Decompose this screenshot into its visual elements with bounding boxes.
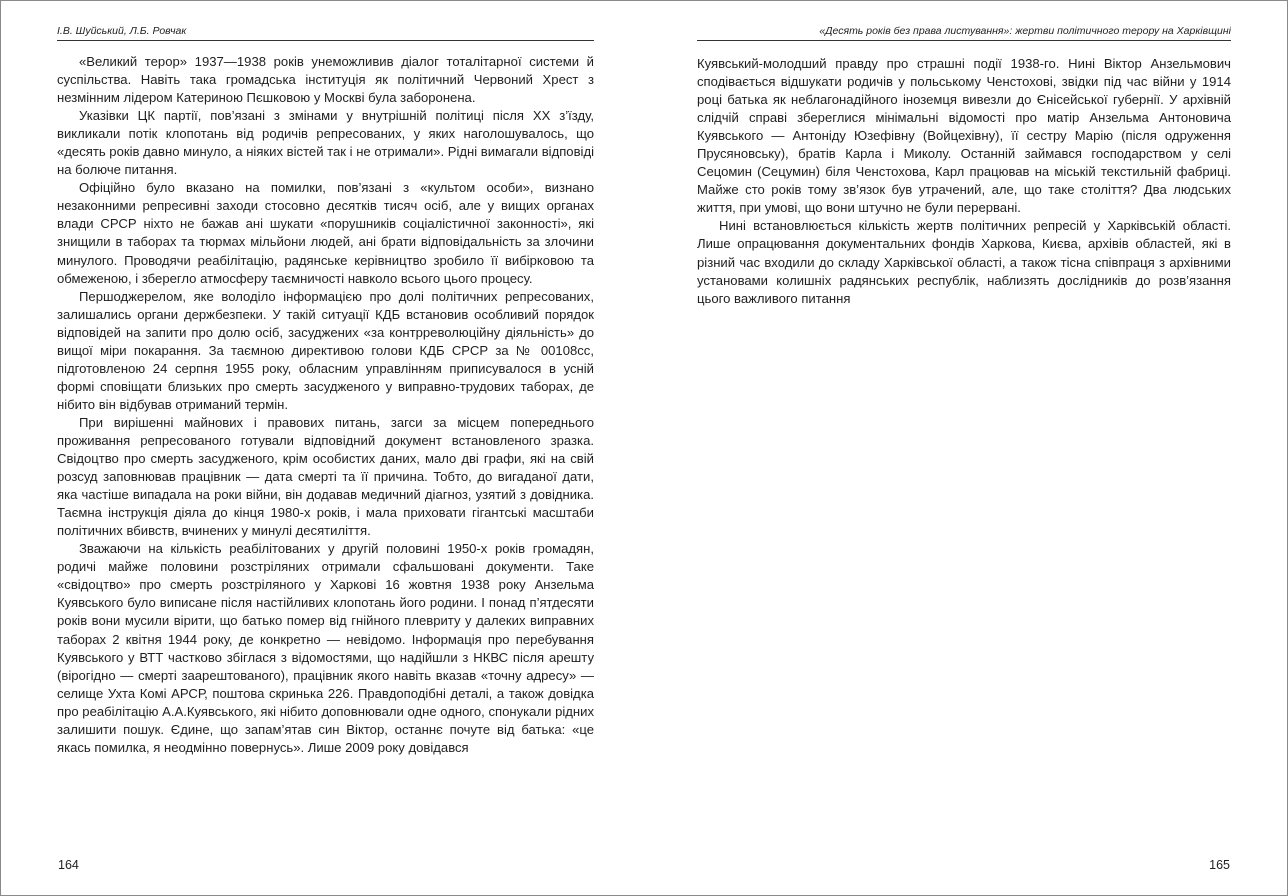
paragraph: Зважаючи на кількість реабілітованих у другій половині 1950-х років громадян, родичі майже половини розстріляних отримали сфальшовані документи. Таке «свідоцтво» про смерть розстріляного у Харкові 16 жовтня 1938 року Анзельма Куявського було виписане після настійливих клопотань його родини. І понад п’ятдесяти років вони мусили вірити, що батько помер від гнійного плевриту у далеких виправних таборах 2 квітня 1944 року, де конкретно — невідомо. Інформація про перебування Куявського у ВТТ частково збіглася з відомостями, що надійшли з НКВС після арешту (вірогідно — смерті заарештованого), працівник якого навіть вказав «точну адресу» — селище Ухта Комі АРСР, поштова скринька 226. Правдоподібні деталі, а також довідка про реабілітацію А.А.Куявського, які нібито доповнювали одне одного, спонукали рідних залишити пошук. Єдине, що запам’ятав син Віктор, останнє почуте від батька: «це якась помилка, я неодмінно повернусь». Лише 2009 року довідався (57, 541, 594, 755)
left-page (57, 1, 594, 895)
paragraph: Офіційно було вказано на помилки, пов’язані з «культом особи», визнано незаконними репресивні заходи стосовно десятків тисяч осіб, але у вищих органах влади СРСР ніхто не бажав ані шукати «порушників соціалістичної законності», які знищили в таборах та тюрмах мільйони людей, ані брати відповідальність за злочини минулого. Проводячи реабілітацію, радянське керівництво зробило її вибірковою та обмеженою, і зберегло атмосферу таємничості навколо всього цього процесу. (57, 180, 594, 286)
paragraph: Указівки ЦК партії, пов’язані з змінами у внутрішній політиці після ХХ з’їзду, викликали потік клопотань від родичів репресованих, у яких наголошувалось, що «десять років давно минуло, а ніяких вістей так і не отримали». Рідні вимагали відповіді на болюче питання. (57, 108, 594, 178)
page-number: 164 (58, 858, 79, 872)
left-page-body (57, 53, 594, 757)
page-number: 165 (1209, 858, 1230, 872)
paragraph: Нині встановлюється кількість жертв політичних репресій у Харківській області. Лише опрацювання документальних фондів Харкова, Києва, архівів областей, які в різний час входили до складу Харківської області, а також тісна співпраця з архівними установами колишніх радянських республік, наблизять дослідників до розв’язання цього важливого питання (697, 218, 1231, 306)
running-head-title: «Десять років без права листування»: жертви політичного терору на Харківщині (697, 25, 1231, 41)
paragraph: При вирішенні майнових і правових питань, загси за місцем попереднього проживання репресованого готували відповідний документ встановленого зразка. Свідоцтво про смерть засудженого, крім особистих даних, мало дві графи, які на свій розсуд заповнював працівник — дата смерті та її причина. Тобто, до вигаданої дати, яка частіше випадала на роки війни, він додавав медичний діагноз, узятий з довідника. Таємна інструкція діяла до кінця 1980-х років, і мала приховати гігантські масштаби політичних вбивств, вчинених у минулі десятиліття. (57, 414, 594, 539)
paragraph: «Великий терор» 1937—1938 років унеможливив діалог тоталітарної системи й суспільства. Навіть така громадська інституція як політичний Червоний Хрест з незмінним лідером Катериною Пєшковою у Москві була заборонена. (57, 54, 594, 106)
paragraph-continued: Куявський-молодший правду про страшні події 1938-го. Нині Віктор Анзельмович сподівається відшукати родичів у польському Ченстохові, звідки під час війни у 1914 році батька як неблагонадійного іноземця вивезли до Єнісейської губернії. У архівній слідчій справі збереглися мінімальні відомості про матір Анзельма Антоновича Куявського — Антоніду Юзефівну (Войцехівну), її сестру Марію (після одруження Прусяновську), братів Карла і Миколу. Останній займався господарством у селі Сецомин (Сецумин) біля Ченстохова, Карл працював на міській текстильній фабриці. Майже сто років тому зв’язок був утрачений, але, що таке століття? Два людських життя, при умові, що вони штучно не були перервані. (697, 56, 1231, 216)
right-page (697, 1, 1231, 895)
right-page-body (697, 55, 1231, 308)
running-head-authors: І.В. Шуйський, Л.Б. Ровчак (57, 25, 594, 41)
paragraph: Першоджерелом, яке володіло інформацією про долі політичних репресованих, залишались органи держбезпеки. У такій ситуації КДБ встановив особливий порядок відповідей на запити про долю осіб, засуджених «за контрреволюційну діяльність» до вищої міри покарання. За таємною директивою голови КДБ СРСР за № 00108сс, підготовленою 24 серпня 1955 року, обласним управлінням приписувалося в усній формі сповіщати близьких про смерть засудженого у виправно-трудових таборах, де нібито він відбував отриманий термін. (57, 288, 594, 412)
